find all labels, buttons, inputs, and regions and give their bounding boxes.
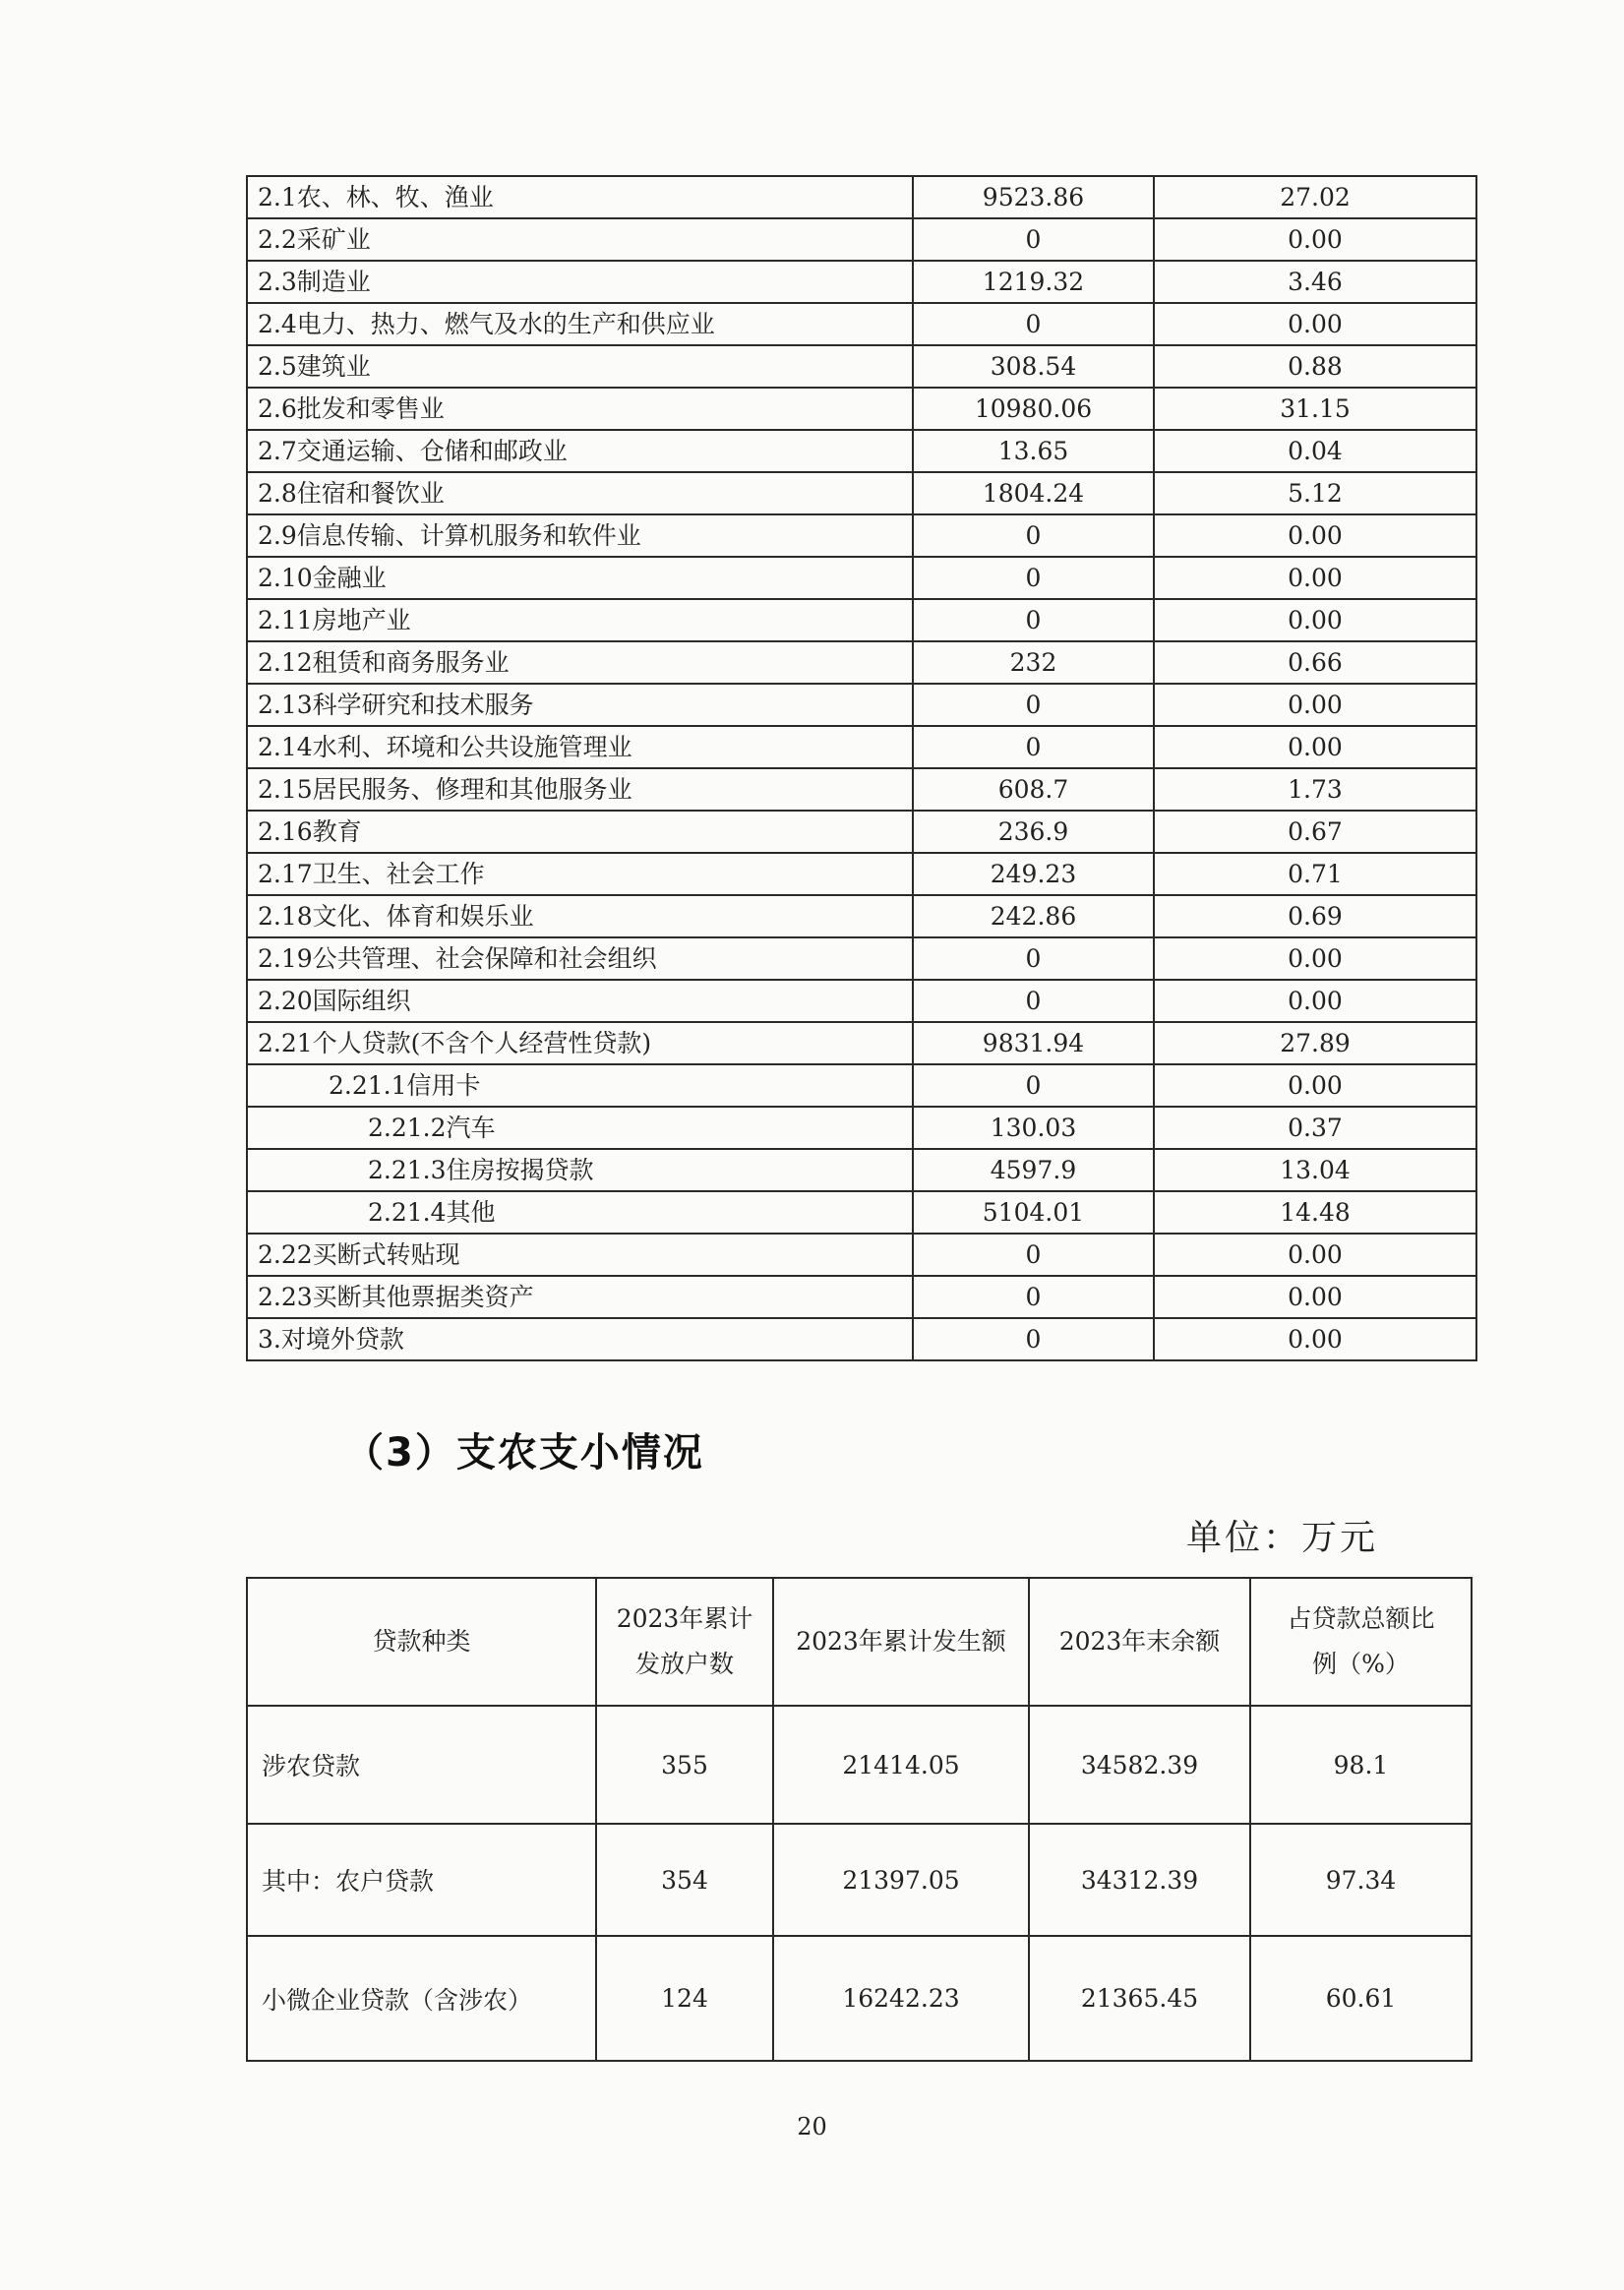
industry-name-cell: 2.9信息传输、计算机服务和软件业 <box>247 514 913 557</box>
header-households-line2: 发放户数 <box>634 1650 734 1678</box>
amount-cell: 0 <box>913 684 1154 726</box>
amount-cell: 0 <box>913 980 1154 1022</box>
amount-cell: 9523.86 <box>913 176 1154 218</box>
amount-cell: 0 <box>913 937 1154 980</box>
ratio-cell: 0.00 <box>1154 1276 1476 1318</box>
ratio-cell: 97.34 <box>1250 1824 1472 1936</box>
industry-name-cell: 2.16教育 <box>247 811 913 853</box>
table-row <box>247 895 1476 937</box>
table-row <box>247 1276 1476 1318</box>
table-row <box>247 641 1476 684</box>
industry-name-cell: 2.11房地产业 <box>247 599 913 641</box>
industry-name-cell: 2.8住宿和餐饮业 <box>247 472 913 514</box>
industry-name-cell: 3.对境外贷款 <box>247 1318 913 1360</box>
ratio-cell: 0.69 <box>1154 895 1476 937</box>
industry-name-cell: 2.13科学研究和技术服务 <box>247 684 913 726</box>
amount-cell: 236.9 <box>913 811 1154 853</box>
table-row <box>247 1107 1476 1149</box>
header-ratio-line2: 例（%） <box>1312 1650 1410 1678</box>
ratio-cell: 0.00 <box>1154 980 1476 1022</box>
balance-cell: 34312.39 <box>1029 1824 1250 1936</box>
table-row <box>247 1191 1476 1234</box>
industry-name-cell: 2.14水利、环境和公共设施管理业 <box>247 726 913 768</box>
amount-cell: 0 <box>913 218 1154 261</box>
amount-cell: 130.03 <box>913 1107 1154 1149</box>
table-row <box>247 176 1476 218</box>
amount-cell: 308.54 <box>913 345 1154 388</box>
table-row <box>247 557 1476 599</box>
ratio-cell: 0.00 <box>1154 1234 1476 1276</box>
industry-name-cell: 2.6批发和零售业 <box>247 388 913 430</box>
ratio-cell: 27.89 <box>1154 1022 1476 1064</box>
industry-name-cell: 2.21个人贷款(不含个人经营性贷款) <box>247 1022 913 1064</box>
households-cell: 124 <box>596 1936 773 2061</box>
amount-cell: 1804.24 <box>913 472 1154 514</box>
ratio-cell: 0.88 <box>1154 345 1476 388</box>
industry-name-cell: 2.23买断其他票据类资产 <box>247 1276 913 1318</box>
industry-name-cell: 2.1农、林、牧、渔业 <box>247 176 913 218</box>
section-title: （3）支农支小情况 <box>344 1430 704 1476</box>
ratio-cell: 0.00 <box>1154 726 1476 768</box>
ratio-cell: 14.48 <box>1154 1191 1476 1234</box>
amount-cell: 0 <box>913 514 1154 557</box>
table-row <box>247 684 1476 726</box>
table-row <box>247 980 1476 1022</box>
table-row <box>247 388 1476 430</box>
table-row <box>247 1824 1472 1936</box>
cumulative-cell: 16242.23 <box>773 1936 1029 2061</box>
ratio-cell: 60.61 <box>1250 1936 1472 2061</box>
table-row <box>247 937 1476 980</box>
amount-cell: 608.7 <box>913 768 1154 811</box>
industry-name-cell: 2.7交通运输、仓储和邮政业 <box>247 430 913 472</box>
table-header-row <box>247 1578 1472 1706</box>
table-row <box>247 218 1476 261</box>
ratio-cell: 0.04 <box>1154 430 1476 472</box>
table-row <box>247 1064 1476 1107</box>
ratio-cell: 0.00 <box>1154 1318 1476 1360</box>
amount-cell: 249.23 <box>913 853 1154 895</box>
amount-cell: 232 <box>913 641 1154 684</box>
header-cumulative: 2023年累计发生额 <box>773 1578 1029 1706</box>
amount-cell: 0 <box>913 726 1154 768</box>
amount-cell: 0 <box>913 303 1154 345</box>
amount-cell: 0 <box>913 599 1154 641</box>
ratio-cell: 0.00 <box>1154 684 1476 726</box>
table-row <box>247 430 1476 472</box>
industry-name-cell: 2.18文化、体育和娱乐业 <box>247 895 913 937</box>
header-balance: 2023年末余额 <box>1029 1578 1250 1706</box>
industry-name-cell: 2.21.4其他 <box>247 1191 913 1234</box>
cumulative-cell: 21414.05 <box>773 1706 1029 1824</box>
industry-name-cell: 2.15居民服务、修理和其他服务业 <box>247 768 913 811</box>
industry-name-cell: 2.3制造业 <box>247 261 913 303</box>
industry-name-cell: 2.4电力、热力、燃气及水的生产和供应业 <box>247 303 913 345</box>
ratio-cell: 0.00 <box>1154 218 1476 261</box>
header-ratio-line1: 占贷款总额比 <box>1287 1604 1435 1633</box>
balance-cell: 34582.39 <box>1029 1706 1250 1824</box>
header-households <box>596 1578 773 1706</box>
industry-name-cell: 2.22买断式转贴现 <box>247 1234 913 1276</box>
industry-name-cell: 2.2采矿业 <box>247 218 913 261</box>
table-row <box>247 853 1476 895</box>
industry-name-cell: 2.19公共管理、社会保障和社会组织 <box>247 937 913 980</box>
table-row <box>247 768 1476 811</box>
amount-cell: 0 <box>913 1276 1154 1318</box>
amount-cell: 0 <box>913 1318 1154 1360</box>
table-row <box>247 472 1476 514</box>
balance-cell: 21365.45 <box>1029 1936 1250 2061</box>
header-ratio <box>1250 1578 1472 1706</box>
amount-cell: 4597.9 <box>913 1149 1154 1191</box>
ratio-cell: 0.71 <box>1154 853 1476 895</box>
ratio-cell: 0.00 <box>1154 514 1476 557</box>
header-households-line1: 2023年累计 <box>616 1604 753 1633</box>
ratio-cell: 0.00 <box>1154 1064 1476 1107</box>
households-cell: 354 <box>596 1824 773 1936</box>
table-row <box>247 599 1476 641</box>
industry-name-cell: 2.12租赁和商务服务业 <box>247 641 913 684</box>
industry-name-cell: 2.17卫生、社会工作 <box>247 853 913 895</box>
amount-cell: 5104.01 <box>913 1191 1154 1234</box>
loan-type-cell: 其中：农户贷款 <box>247 1824 596 1936</box>
cumulative-cell: 21397.05 <box>773 1824 1029 1936</box>
table-row <box>247 726 1476 768</box>
header-loan-type: 贷款种类 <box>247 1578 596 1706</box>
loan-type-cell: 小微企业贷款（含涉农） <box>247 1936 596 2061</box>
ratio-cell: 0.00 <box>1154 303 1476 345</box>
table-row <box>247 1149 1476 1191</box>
industry-name-cell: 2.21.3住房按揭贷款 <box>247 1149 913 1191</box>
industry-name-cell: 2.20国际组织 <box>247 980 913 1022</box>
table-row <box>247 1706 1472 1824</box>
industry-loan-table <box>246 175 1477 1361</box>
table-row <box>247 345 1476 388</box>
industry-name-cell: 2.10金融业 <box>247 557 913 599</box>
ratio-cell: 0.67 <box>1154 811 1476 853</box>
amount-cell: 1219.32 <box>913 261 1154 303</box>
page-number: 20 <box>797 2113 827 2140</box>
ratio-cell: 27.02 <box>1154 176 1476 218</box>
amount-cell: 0 <box>913 1064 1154 1107</box>
table-row <box>247 1936 1472 2061</box>
table-row <box>247 1022 1476 1064</box>
ratio-cell: 0.00 <box>1154 937 1476 980</box>
ratio-cell: 0.00 <box>1154 599 1476 641</box>
amount-cell: 0 <box>913 1234 1154 1276</box>
unit-label: 单位：万元 <box>1185 1518 1378 1558</box>
table-row <box>247 1234 1476 1276</box>
ratio-cell: 31.15 <box>1154 388 1476 430</box>
households-cell: 355 <box>596 1706 773 1824</box>
ratio-cell: 13.04 <box>1154 1149 1476 1191</box>
table-row <box>247 261 1476 303</box>
table-row <box>247 811 1476 853</box>
industry-name-cell: 2.21.2汽车 <box>247 1107 913 1149</box>
amount-cell: 13.65 <box>913 430 1154 472</box>
ratio-cell: 0.37 <box>1154 1107 1476 1149</box>
ratio-cell: 98.1 <box>1250 1706 1472 1824</box>
table-row <box>247 1318 1476 1360</box>
ratio-cell: 0.66 <box>1154 641 1476 684</box>
amount-cell: 242.86 <box>913 895 1154 937</box>
ratio-cell: 5.12 <box>1154 472 1476 514</box>
industry-loan-table-body <box>247 176 1476 1360</box>
table-row <box>247 514 1476 557</box>
ratio-cell: 1.73 <box>1154 768 1476 811</box>
table-row <box>247 303 1476 345</box>
amount-cell: 0 <box>913 557 1154 599</box>
ratio-cell: 0.00 <box>1154 557 1476 599</box>
amount-cell: 10980.06 <box>913 388 1154 430</box>
industry-name-cell: 2.5建筑业 <box>247 345 913 388</box>
amount-cell: 9831.94 <box>913 1022 1154 1064</box>
industry-name-cell: 2.21.1信用卡 <box>247 1064 913 1107</box>
agri-small-loan-table <box>246 1577 1473 2062</box>
ratio-cell: 3.46 <box>1154 261 1476 303</box>
loan-type-cell: 涉农贷款 <box>247 1706 596 1824</box>
